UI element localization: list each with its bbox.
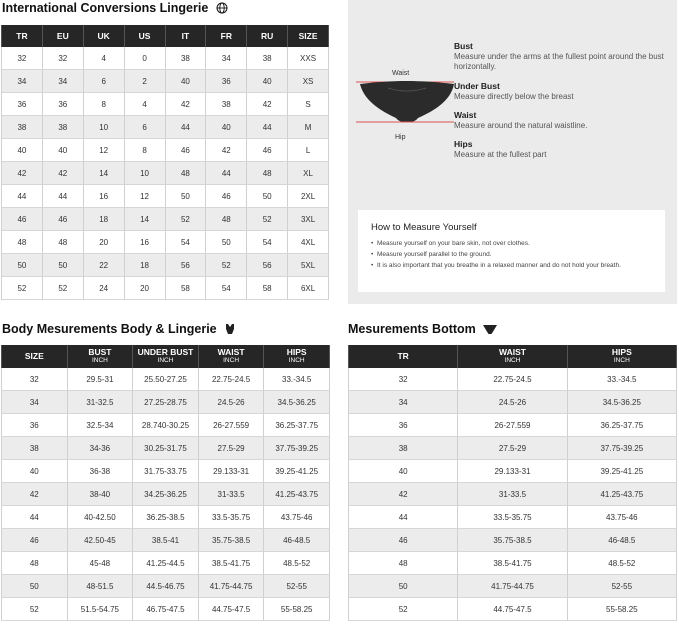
table-cell: 33.-34.5	[567, 368, 676, 391]
table-cell: 34-36	[67, 437, 133, 460]
table-cell: 35.75-38.5	[458, 529, 567, 552]
column-header	[567, 345, 676, 368]
under-bust-measure-name: Under Bust	[454, 81, 500, 91]
table-cell: 46.75-47.5	[133, 598, 199, 621]
table-cell: 42	[247, 93, 288, 116]
hips-measure-name: Hips	[454, 139, 473, 149]
table-row	[2, 185, 329, 208]
table-row	[2, 162, 329, 185]
body-measurements-table	[1, 345, 330, 621]
table-cell: 38	[2, 437, 68, 460]
bottom-header-row	[349, 345, 677, 368]
under-bust-measure	[454, 81, 669, 102]
table-cell: 32	[42, 47, 83, 70]
table-cell: 38.5-41.75	[458, 552, 567, 575]
column-header-unit: INCH	[288, 357, 305, 365]
table-cell: 14	[124, 208, 165, 231]
waist-measure	[454, 110, 669, 131]
table-cell: 29.5-31	[67, 368, 133, 391]
table-cell: 50	[42, 254, 83, 277]
table-cell: 4XL	[288, 231, 329, 254]
table-cell: 52-55	[567, 575, 676, 598]
table-cell: 44	[2, 185, 43, 208]
table-cell: 58	[247, 277, 288, 300]
table-row	[2, 254, 329, 277]
table-cell: 41.25-44.5	[133, 552, 199, 575]
table-cell: 45-48	[67, 552, 133, 575]
table-cell: 32	[349, 368, 458, 391]
table-cell: 34.5-36.25	[567, 391, 676, 414]
table-row	[349, 529, 677, 552]
column-header-label: HIPS	[286, 347, 307, 358]
table-row	[349, 414, 677, 437]
table-cell: 36-38	[67, 460, 133, 483]
table-cell: 22	[83, 254, 124, 277]
column-header-label: TR	[397, 351, 409, 362]
table-cell: 56	[165, 254, 206, 277]
column-header: US	[124, 25, 165, 47]
bottom-measurements-table	[348, 345, 677, 621]
column-header-unit: INCH	[223, 357, 240, 365]
table-cell: 6	[124, 116, 165, 139]
table-cell: 42	[42, 162, 83, 185]
table-row	[349, 391, 677, 414]
table-cell: 37.75-39.25	[264, 437, 330, 460]
table-cell: 34	[349, 391, 458, 414]
table-cell: 42	[206, 139, 247, 162]
body-table-title-text: Body Mesurements Body & Lingerie	[2, 322, 217, 336]
table-cell: 48	[206, 208, 247, 231]
table-cell: 42	[165, 93, 206, 116]
table-row	[2, 598, 330, 621]
bust-measure	[454, 41, 669, 73]
body-table-title	[2, 322, 236, 336]
conversion-title-text: International Conversions Lingerie	[2, 1, 209, 15]
table-cell: 38	[349, 437, 458, 460]
table-cell: 40	[2, 139, 43, 162]
table-cell: 44	[42, 185, 83, 208]
table-row	[2, 93, 329, 116]
table-cell: S	[288, 93, 329, 116]
table-cell: 38-40	[67, 483, 133, 506]
column-header	[458, 345, 567, 368]
table-cell: 52-55	[264, 575, 330, 598]
column-header: RU	[247, 25, 288, 47]
table-cell: 38	[165, 47, 206, 70]
table-cell: 44.75-47.5	[458, 598, 567, 621]
column-header-label: SIZE	[24, 351, 44, 362]
table-cell: 52	[42, 277, 83, 300]
bust-measure-name: Bust	[454, 41, 473, 51]
table-cell: 42.50-45	[67, 529, 133, 552]
how-to-measure-list	[371, 240, 661, 272]
how-to-measure-item: • Measure yourself parallel to the ground.	[371, 251, 661, 260]
table-cell: 3XL	[288, 208, 329, 231]
column-header: FR	[206, 25, 247, 47]
table-cell: 55-58.25	[264, 598, 330, 621]
table-cell: 50	[349, 575, 458, 598]
column-header: SIZE	[288, 25, 329, 47]
table-cell: 52	[349, 598, 458, 621]
table-cell: 12	[83, 139, 124, 162]
table-cell: 28.740-30.25	[133, 414, 199, 437]
how-to-measure-item: • It is also important that you breathe in a relaxed manner and do not hold your breath.	[371, 262, 661, 271]
table-row	[2, 70, 329, 93]
table-cell: L	[288, 139, 329, 162]
body-header-row	[2, 345, 330, 368]
table-cell: 51.5-54.75	[67, 598, 133, 621]
table-cell: 52	[165, 208, 206, 231]
table-row	[349, 575, 677, 598]
table-cell: 36	[2, 414, 68, 437]
table-cell: 46	[206, 185, 247, 208]
hip-diagram-label: Hip	[395, 134, 406, 141]
table-cell: 52	[2, 277, 43, 300]
conversion-header-row	[2, 25, 329, 47]
table-cell: 44	[247, 116, 288, 139]
table-row	[2, 277, 329, 300]
table-row	[2, 483, 330, 506]
table-cell: 34.25-36.25	[133, 483, 199, 506]
table-cell: 24.5-26	[458, 391, 567, 414]
table-cell: 46-48.5	[567, 529, 676, 552]
column-header	[264, 345, 330, 368]
table-cell: XXS	[288, 47, 329, 70]
table-cell: 37.75-39.25	[567, 437, 676, 460]
table-cell: 48	[247, 162, 288, 185]
table-cell: XS	[288, 70, 329, 93]
table-cell: 18	[124, 254, 165, 277]
table-cell: 48	[165, 162, 206, 185]
column-header: TR	[2, 25, 43, 47]
waist-measure-desc: Measure around the natural waistline.	[454, 121, 588, 131]
table-cell: 34.5-36.25	[264, 391, 330, 414]
table-cell: 33.5-35.75	[458, 506, 567, 529]
table-cell: 34	[2, 391, 68, 414]
table-cell: 41.25-43.75	[567, 483, 676, 506]
table-cell: M	[288, 116, 329, 139]
table-cell: 40-42.50	[67, 506, 133, 529]
table-cell: 36	[2, 93, 43, 116]
table-row	[2, 506, 330, 529]
waist-measure-name: Waist	[454, 110, 477, 120]
table-cell: 44	[206, 162, 247, 185]
table-cell: 55-58.25	[567, 598, 676, 621]
bottom-table-title	[348, 322, 497, 336]
table-cell: 32.5-34	[67, 414, 133, 437]
bust-measure-desc: Measure under the arms at the fullest point around the bust horizontally.	[454, 52, 664, 72]
table-cell: 33.-34.5	[264, 368, 330, 391]
table-row	[2, 368, 330, 391]
column-header-unit: INCH	[157, 357, 174, 365]
hips-measure-desc: Measure at the fullest part	[454, 150, 547, 160]
table-row	[2, 552, 330, 575]
table-cell: 31-32.5	[67, 391, 133, 414]
table-cell: 32	[2, 368, 68, 391]
table-cell: 46	[165, 139, 206, 162]
column-header: UK	[83, 25, 124, 47]
table-cell: 38	[2, 116, 43, 139]
table-cell: 48.5-52	[264, 552, 330, 575]
table-cell: 6	[83, 70, 124, 93]
briefs-icon	[483, 324, 497, 335]
table-cell: 32	[2, 47, 43, 70]
column-header	[349, 345, 458, 368]
table-cell: 52	[247, 208, 288, 231]
table-cell: 44	[165, 116, 206, 139]
table-cell: 43.75-46	[567, 506, 676, 529]
table-cell: 36	[206, 70, 247, 93]
column-header: EU	[42, 25, 83, 47]
under-bust-measure-desc: Measure directly below the breast	[454, 92, 574, 102]
table-row	[2, 391, 330, 414]
table-cell: 41.25-43.75	[264, 483, 330, 506]
table-row	[2, 575, 330, 598]
table-cell: 20	[83, 231, 124, 254]
column-header-label: HIPS	[611, 347, 632, 358]
table-cell: 54	[165, 231, 206, 254]
table-cell: 50	[247, 185, 288, 208]
table-cell: 2	[124, 70, 165, 93]
table-cell: 52	[206, 254, 247, 277]
table-cell: 36.25-37.75	[567, 414, 676, 437]
table-cell: 38	[206, 93, 247, 116]
conversion-title	[2, 1, 228, 15]
table-row	[2, 139, 329, 162]
table-cell: 24	[83, 277, 124, 300]
table-cell: 46	[349, 529, 458, 552]
table-row	[349, 552, 677, 575]
table-cell: 42	[2, 162, 43, 185]
table-cell: 31-33.5	[458, 483, 567, 506]
table-cell: 39.25-41.25	[567, 460, 676, 483]
column-header	[133, 345, 199, 368]
table-cell: 44	[2, 506, 68, 529]
how-to-measure-box	[358, 210, 665, 292]
table-cell: 34	[206, 47, 247, 70]
table-cell: 54	[206, 277, 247, 300]
table-cell: 44.5-46.75	[133, 575, 199, 598]
table-cell: 38.5-41.75	[198, 552, 264, 575]
table-cell: 16	[124, 231, 165, 254]
column-header-label: WAIST	[217, 347, 245, 358]
table-cell: 27.5-29	[458, 437, 567, 460]
table-cell: 8	[83, 93, 124, 116]
table-cell: 34	[42, 70, 83, 93]
table-cell: 14	[83, 162, 124, 185]
table-cell: XL	[288, 162, 329, 185]
table-row	[349, 506, 677, 529]
column-header-label: WAIST	[499, 347, 526, 358]
table-cell: 43.75-46	[264, 506, 330, 529]
bottom-table-title-text: Mesurements Bottom	[348, 322, 476, 336]
table-cell: 50	[206, 231, 247, 254]
table-cell: 41.75-44.75	[458, 575, 567, 598]
table-cell: 40	[206, 116, 247, 139]
table-cell: 46	[2, 208, 43, 231]
table-row	[349, 483, 677, 506]
table-cell: 40	[42, 139, 83, 162]
table-cell: 20	[124, 277, 165, 300]
table-cell: 12	[124, 185, 165, 208]
column-header: IT	[165, 25, 206, 47]
table-cell: 40	[165, 70, 206, 93]
table-cell: 50	[2, 575, 68, 598]
table-cell: 31.75-33.75	[133, 460, 199, 483]
column-header-label: BUST	[88, 347, 112, 358]
table-row	[2, 208, 329, 231]
table-row	[2, 437, 330, 460]
globe-icon	[216, 2, 228, 14]
table-cell: 26-27.559	[458, 414, 567, 437]
table-cell: 48	[42, 231, 83, 254]
table-cell: 48	[349, 552, 458, 575]
hips-measure	[454, 139, 669, 160]
briefs-diagram-icon	[354, 66, 458, 144]
table-cell: 0	[124, 47, 165, 70]
bodysuit-icon	[224, 323, 236, 335]
table-cell: 44	[349, 506, 458, 529]
table-cell: 26-27.559	[198, 414, 264, 437]
table-cell: 42	[349, 483, 458, 506]
column-header	[67, 345, 133, 368]
table-cell: 24.5-26	[198, 391, 264, 414]
table-cell: 33.5-35.75	[198, 506, 264, 529]
table-cell: 29.133-31	[458, 460, 567, 483]
table-cell: 54	[247, 231, 288, 254]
table-cell: 44.75-47.5	[198, 598, 264, 621]
table-cell: 41.75-44.75	[198, 575, 264, 598]
table-cell: 29.133-31	[198, 460, 264, 483]
bottom-table-body	[349, 368, 677, 621]
table-row	[349, 437, 677, 460]
table-cell: 38.5-41	[133, 529, 199, 552]
table-row	[349, 460, 677, 483]
column-header-unit: INCH	[504, 357, 521, 365]
how-to-measure-item: • Measure yourself on your bare skin, not over clothes.	[371, 240, 661, 249]
table-cell: 36.25-38.5	[133, 506, 199, 529]
column-header	[2, 345, 68, 368]
table-cell: 34	[2, 70, 43, 93]
table-cell: 6XL	[288, 277, 329, 300]
table-cell: 40	[247, 70, 288, 93]
conversion-table	[1, 25, 329, 300]
table-cell: 2XL	[288, 185, 329, 208]
table-row	[2, 414, 330, 437]
table-cell: 36.25-37.75	[264, 414, 330, 437]
table-cell: 48	[2, 231, 43, 254]
column-header	[198, 345, 264, 368]
table-cell: 4	[124, 93, 165, 116]
measuring-guide-panel	[348, 0, 677, 304]
table-cell: 18	[83, 208, 124, 231]
table-cell: 46	[42, 208, 83, 231]
table-row	[2, 529, 330, 552]
table-cell: 22.75-24.5	[458, 368, 567, 391]
table-cell: 36	[42, 93, 83, 116]
table-cell: 27.25-28.75	[133, 391, 199, 414]
table-cell: 46	[2, 529, 68, 552]
table-cell: 16	[83, 185, 124, 208]
table-cell: 50	[2, 254, 43, 277]
table-cell: 25.50-27.25	[133, 368, 199, 391]
table-cell: 52	[2, 598, 68, 621]
table-cell: 48	[2, 552, 68, 575]
table-row	[349, 598, 677, 621]
table-cell: 22.75-24.5	[198, 368, 264, 391]
waist-diagram-label: Waist	[392, 70, 410, 77]
table-cell: 5XL	[288, 254, 329, 277]
table-cell: 40	[349, 460, 458, 483]
conversion-body	[2, 47, 329, 300]
column-header-unit: INCH	[91, 357, 108, 365]
table-row	[349, 368, 677, 391]
table-cell: 35.75-38.5	[198, 529, 264, 552]
table-cell: 4	[83, 47, 124, 70]
table-cell: 38	[247, 47, 288, 70]
table-row	[2, 460, 330, 483]
table-cell: 56	[247, 254, 288, 277]
table-cell: 46-48.5	[264, 529, 330, 552]
table-cell: 40	[2, 460, 68, 483]
table-cell: 8	[124, 139, 165, 162]
table-cell: 27.5-29	[198, 437, 264, 460]
table-cell: 36	[349, 414, 458, 437]
table-cell: 58	[165, 277, 206, 300]
table-cell: 50	[165, 185, 206, 208]
column-header-label: UNDER BUST	[137, 347, 194, 358]
table-row	[2, 116, 329, 139]
table-cell: 30.25-31.75	[133, 437, 199, 460]
table-cell: 10	[83, 116, 124, 139]
how-to-measure-title: How to Measure Yourself	[371, 222, 477, 233]
table-cell: 46	[247, 139, 288, 162]
table-cell: 42	[2, 483, 68, 506]
table-cell: 39.25-41.25	[264, 460, 330, 483]
table-cell: 48.5-52	[567, 552, 676, 575]
table-cell: 38	[42, 116, 83, 139]
table-row	[2, 231, 329, 254]
table-row	[2, 47, 329, 70]
column-header-unit: INCH	[613, 357, 630, 365]
table-cell: 10	[124, 162, 165, 185]
table-cell: 48-51.5	[67, 575, 133, 598]
body-table-body	[2, 368, 330, 621]
table-cell: 31-33.5	[198, 483, 264, 506]
